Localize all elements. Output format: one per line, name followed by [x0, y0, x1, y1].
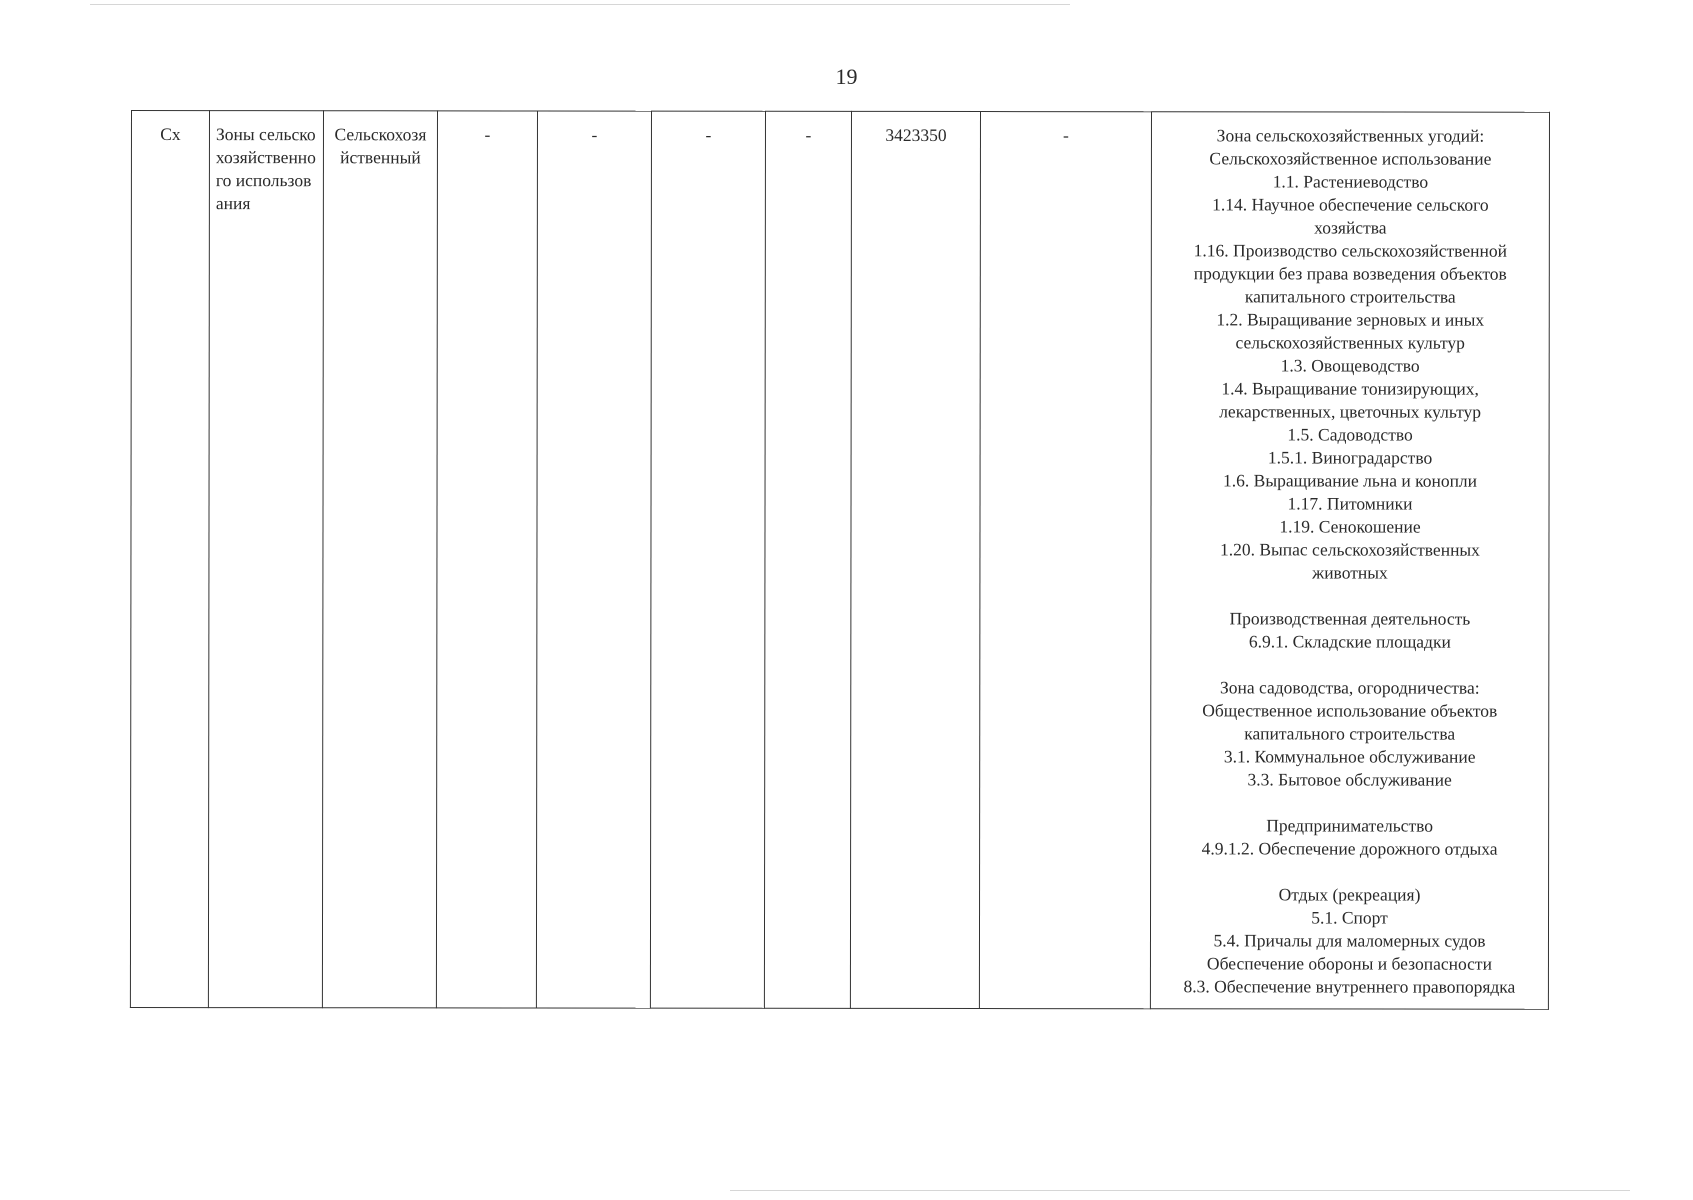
uses-line: 1.14. Научное обеспечение сельского [1212, 194, 1489, 215]
uses-line: 1.19. Сенокошение [1279, 516, 1421, 537]
uses-line: 1.1. Растениеводство [1272, 171, 1429, 192]
uses-line: Производственная деятельность [1229, 608, 1471, 629]
scan-edge-bottom [730, 1190, 1630, 1191]
uses-line: 5.1. Спорт [1311, 907, 1388, 928]
uses-line: 8.3. Обеспечение внутреннего правопорядка [1183, 976, 1516, 997]
uses-line: 3.1. Коммунальное обслуживание [1223, 746, 1476, 767]
uses-line: лекарственных, цветочных культур [1219, 401, 1482, 422]
permitted-uses-cell [1150, 112, 1549, 1009]
cell-col6: - [650, 111, 765, 1008]
uses-line: 4.9.1.2. Обеспечение дорожного отдыха [1201, 838, 1498, 859]
uses-line: Зона садоводства, огородничества: [1219, 677, 1480, 698]
zone-code-cell: Сх [130, 111, 209, 1008]
uses-line: 3.3. Бытовое обслуживание [1247, 769, 1452, 790]
uses-line: животных [1312, 562, 1388, 583]
zone-name-cell: Зоны сельскохозяйственного использования [208, 111, 323, 1008]
uses-line: Зона сельскохозяйственных угодий: [1216, 125, 1485, 146]
uses-line: Сельскохозяйственное использование [1209, 148, 1492, 169]
uses-line: Предпринимательство [1266, 815, 1434, 836]
uses-line: 1.4. Выращивание тонизирующих, [1221, 378, 1479, 399]
uses-line: 1.5. Садоводство [1287, 424, 1413, 445]
uses-spacer [1157, 584, 1542, 607]
page-number: 19 [835, 64, 858, 89]
uses-line: сельскохозяйственных культур [1235, 332, 1465, 353]
uses-line: капитального строительства [1244, 723, 1456, 744]
uses-line: 1.16. Производство сельскохозяйственной [1193, 240, 1507, 261]
uses-line: хозяйства [1314, 217, 1387, 238]
uses-line: 5.4. Причалы для маломерных судов [1213, 930, 1486, 951]
uses-spacer [1157, 653, 1542, 676]
uses-line: 1.2. Выращивание зерновых и иных [1216, 309, 1485, 330]
uses-line: 1.17. Питомники [1287, 493, 1413, 514]
table-row [130, 111, 1549, 1010]
uses-spacer [1157, 791, 1542, 814]
cell-col4: - [436, 111, 537, 1008]
uses-line: Отдых (рекреация) [1278, 884, 1421, 905]
uses-line: капитального строительства [1244, 286, 1456, 307]
uses-line: 6.9.1. Складские площадки [1248, 631, 1451, 652]
cell-col7: - [764, 111, 851, 1008]
uses-line: Общественное использование объектов [1202, 700, 1498, 721]
uses-line: продукции без права возведения объектов [1193, 263, 1507, 284]
cell-col9: - [979, 112, 1151, 1009]
zone-table [130, 110, 1550, 1010]
uses-line: Обеспечение обороны и безопасности [1206, 953, 1492, 974]
area-cell: 3423350 [850, 111, 980, 1008]
cell-col5: - [536, 111, 651, 1008]
uses-line: 1.20. Выпас сельскохозяйственных [1219, 539, 1480, 560]
zone-type-cell: Сельскохозяйственный [322, 111, 437, 1008]
scan-edge-top [90, 4, 1070, 5]
uses-spacer [1157, 860, 1542, 883]
uses-line: 1.5.1. Виноградарство [1267, 447, 1433, 468]
uses-line: 1.6. Выращивание льна и конопли [1223, 470, 1478, 491]
uses-line: 1.3. Овощеводство [1280, 355, 1420, 376]
